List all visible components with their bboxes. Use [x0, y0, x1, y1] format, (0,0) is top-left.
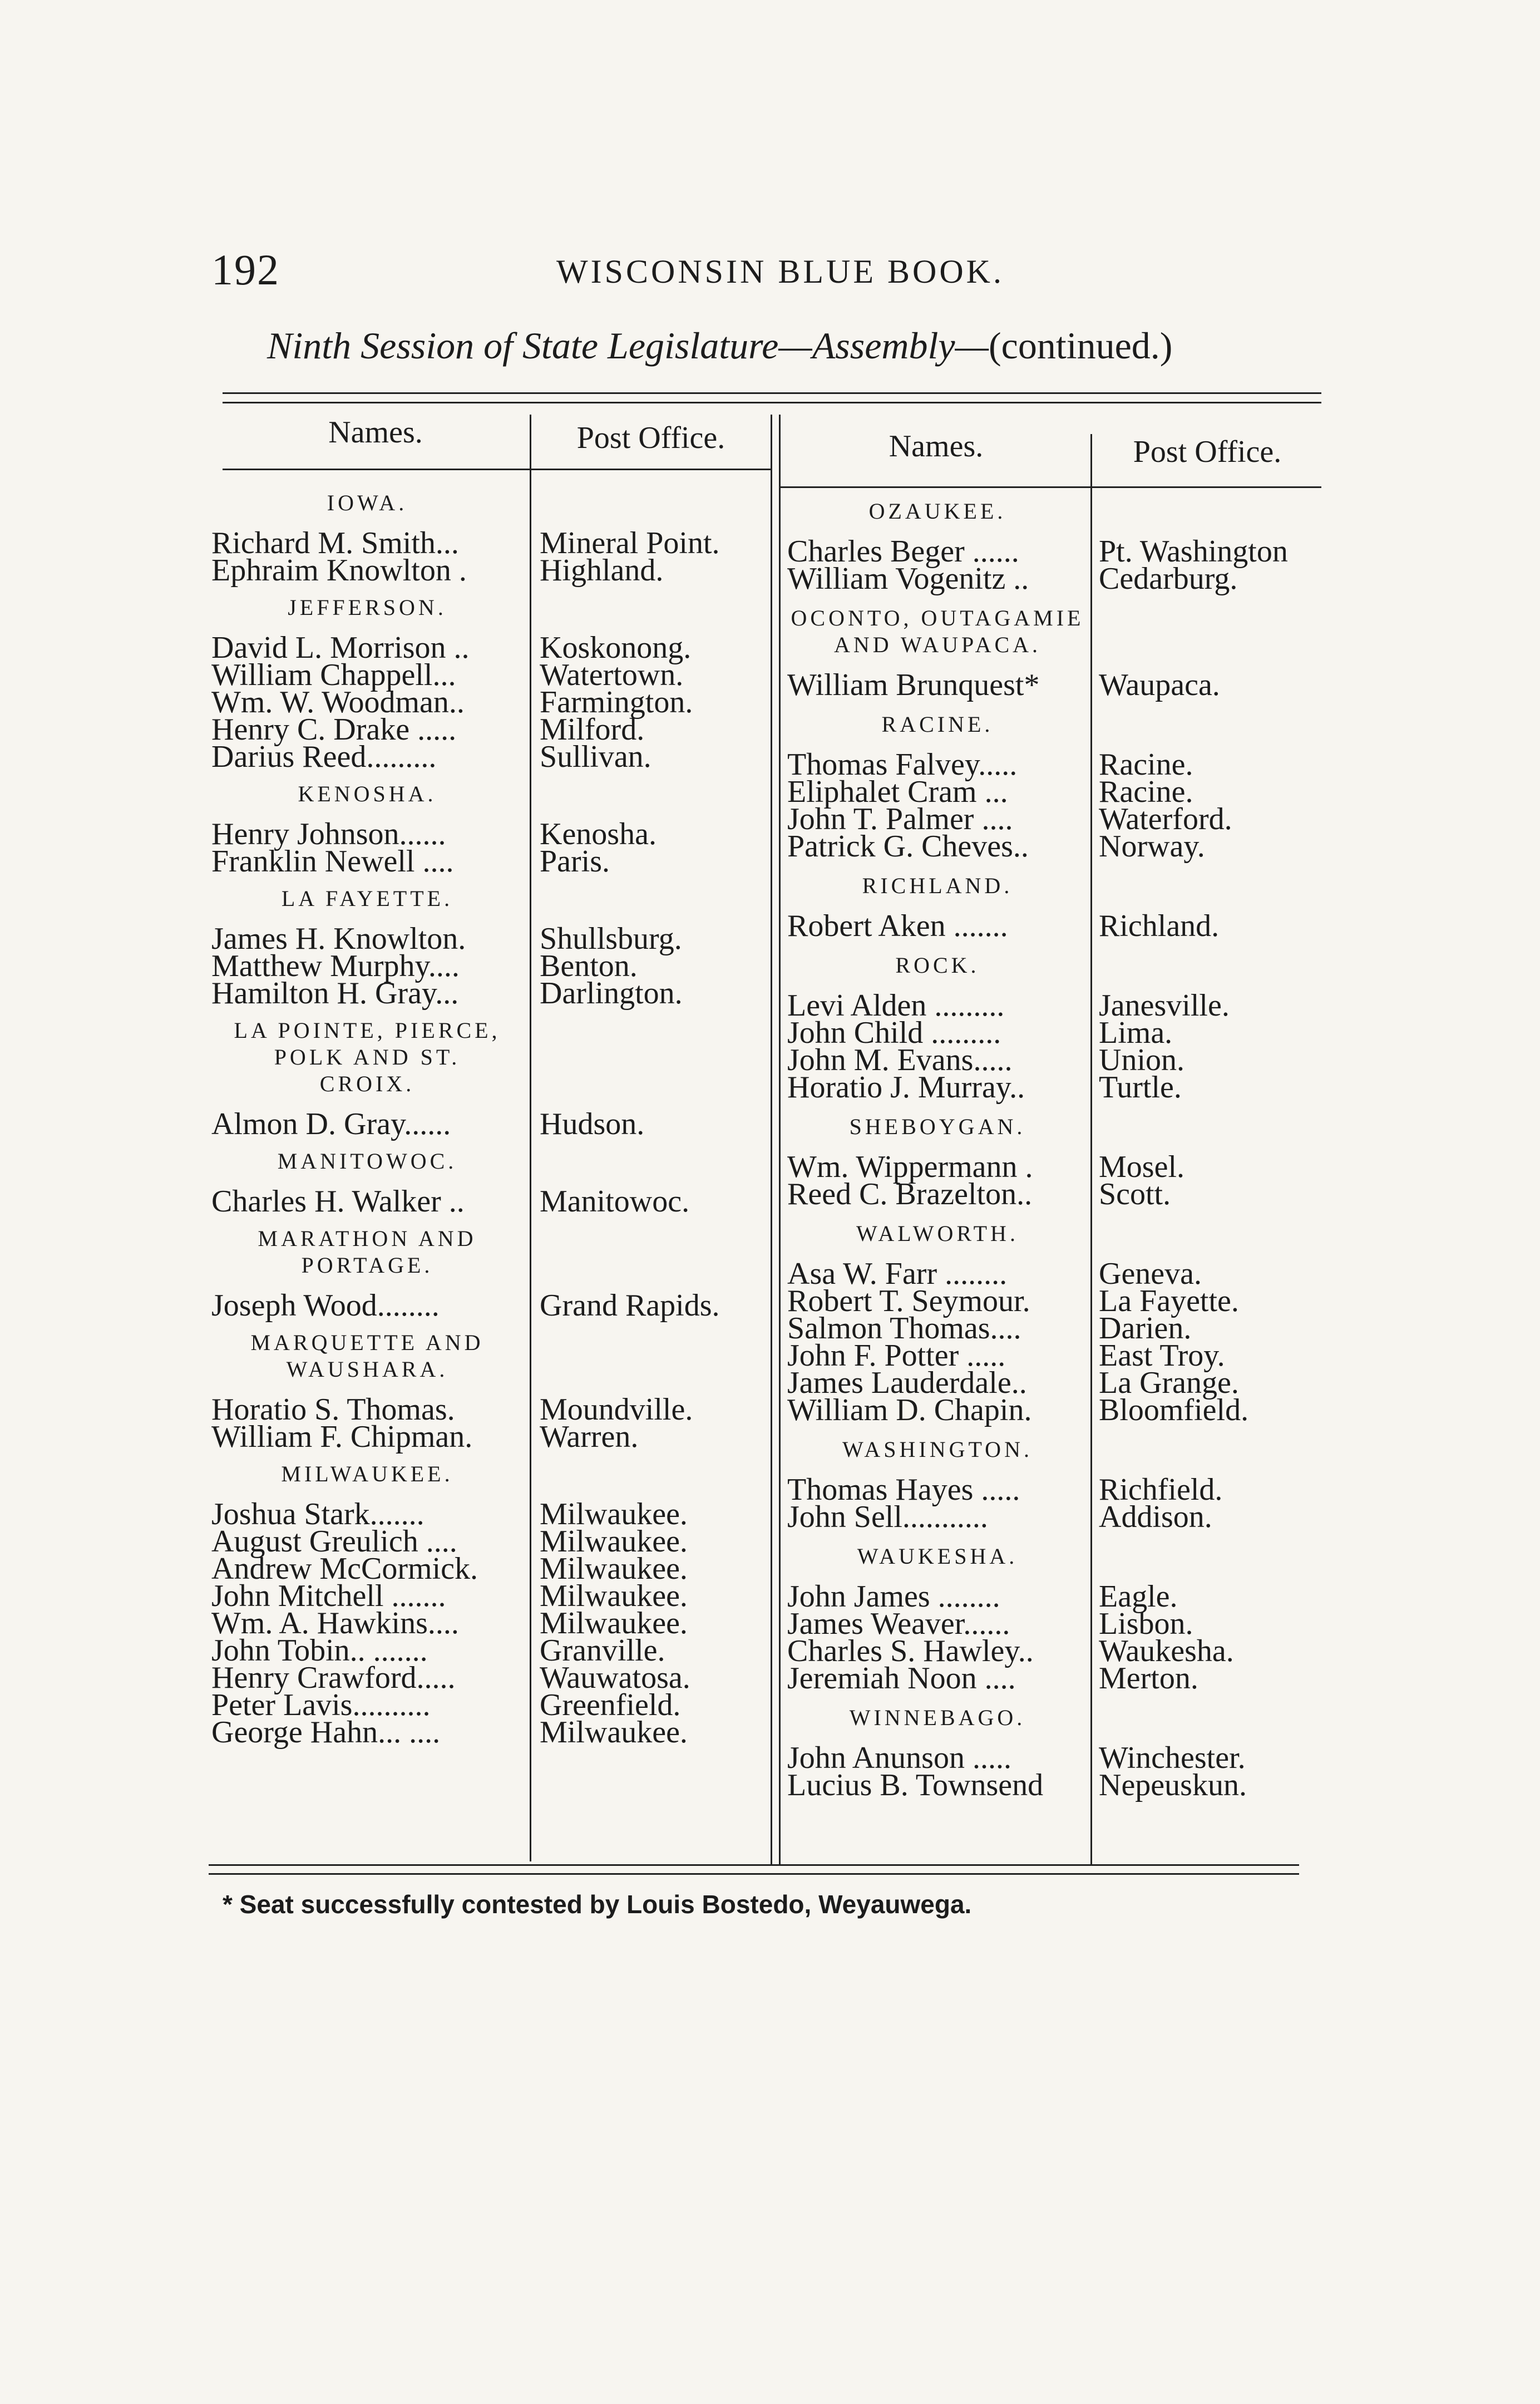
header-post-office-right: Post Office.	[1133, 435, 1282, 469]
member-name: John F. Potter .....	[787, 1338, 1006, 1373]
table-bottom-rule-2	[209, 1873, 1299, 1875]
county-heading: OCONTO, OUTAGAMIE	[791, 605, 1084, 630]
member-post-office: Nepeuskun.	[1099, 1768, 1247, 1802]
member-post-office: Eagle.	[1099, 1579, 1178, 1614]
member-name: Peter Lavis..........	[211, 1688, 431, 1722]
member-name: Asa W. Farr ........	[787, 1257, 1008, 1291]
member-name: James Weaver......	[787, 1607, 1010, 1641]
member-post-office: Wauwatosa.	[540, 1661, 690, 1695]
member-post-office: Union.	[1099, 1043, 1184, 1077]
member-post-office: Milford.	[540, 712, 645, 747]
member-name: John Mitchell .......	[211, 1579, 446, 1613]
county-heading: LA POINTE, PIERCE,	[234, 1018, 501, 1043]
member-name: Wm. A. Hawkins....	[211, 1606, 459, 1641]
member-post-office: Greenfield.	[540, 1688, 681, 1722]
member-post-office: Janesville.	[1099, 988, 1230, 1023]
member-post-office: Mosel.	[1099, 1150, 1184, 1184]
member-post-office: Benton.	[540, 949, 638, 983]
col-divider-3	[1090, 434, 1092, 1864]
member-name: Henry C. Drake .....	[211, 712, 457, 747]
page-header	[211, 245, 1280, 294]
member-post-office: Hudson.	[540, 1107, 645, 1141]
member-post-office: Moundville.	[540, 1392, 693, 1427]
member-post-office: Highland.	[540, 553, 664, 588]
member-name: Horatio J. Murray..	[787, 1070, 1025, 1105]
county-heading: IOWA.	[327, 490, 408, 515]
member-name: William F. Chipman.	[211, 1420, 473, 1454]
member-post-office: Milwaukee.	[540, 1606, 688, 1641]
county-heading: WINNEBAGO.	[849, 1705, 1026, 1730]
left-header-rule	[223, 469, 771, 470]
county-heading: WALWORTH.	[856, 1221, 1019, 1246]
member-name: William Vogenitz ..	[787, 561, 1029, 596]
member-post-office: Merton.	[1099, 1661, 1198, 1696]
table-top-rule-2	[223, 402, 1321, 403]
member-post-office: La Grange.	[1099, 1366, 1239, 1400]
member-post-office: Richland.	[1099, 909, 1220, 943]
member-name: Charles S. Hawley..	[787, 1634, 1034, 1668]
member-post-office: Darien.	[1099, 1311, 1192, 1346]
member-name: Thomas Hayes .....	[787, 1472, 1020, 1507]
county-heading: RICHLAND.	[862, 873, 1013, 898]
member-post-office: Addison.	[1099, 1500, 1212, 1534]
member-name: William Brunquest*	[787, 668, 1040, 702]
county-heading: MILWAUKEE.	[281, 1461, 453, 1486]
member-name: Wm. Wippermann .	[787, 1150, 1033, 1184]
member-name: William Chappell...	[211, 658, 456, 692]
member-name: Eliphalet Cram ...	[787, 775, 1008, 809]
member-post-office: Koskonong.	[540, 630, 692, 665]
member-name: Wm. W. Woodman..	[211, 685, 465, 720]
county-heading: MARATHON AND	[258, 1226, 477, 1251]
county-heading: MANITOWOC.	[277, 1149, 457, 1174]
county-heading: JEFFERSON.	[288, 595, 447, 620]
member-post-office: Winchester.	[1099, 1741, 1246, 1775]
member-name: Charles Beger ......	[787, 534, 1019, 569]
member-post-office: Shullsburg.	[540, 922, 682, 956]
county-heading: ROCK.	[895, 953, 980, 978]
member-post-office: Pt. Washington	[1099, 534, 1288, 569]
member-post-office: Kenosha.	[540, 817, 657, 851]
page-number: 192	[211, 245, 280, 294]
member-post-office: Milwaukee.	[540, 1524, 688, 1559]
header-names-right: Names.	[889, 429, 984, 464]
member-post-office: Granville.	[540, 1633, 665, 1668]
member-name: Hamilton H. Gray...	[211, 976, 459, 1011]
county-heading: WASHINGTON.	[842, 1437, 1033, 1462]
member-name: Horatio S. Thomas.	[211, 1392, 455, 1427]
member-post-office: Bloomfield.	[1099, 1393, 1249, 1427]
member-post-office: Paris.	[540, 844, 610, 879]
county-heading: POLK AND ST.	[274, 1045, 461, 1070]
county-heading: OZAUKEE.	[868, 499, 1006, 524]
member-post-office: Milwaukee.	[540, 1579, 688, 1613]
member-name: Franklin Newell ....	[211, 844, 454, 879]
footnote: * Seat successfully contested by Louis Bostedo, Weyauwega.	[223, 1890, 972, 1919]
county-heading: LA FAYETTE.	[281, 886, 453, 911]
right-header-rule	[779, 486, 1321, 488]
member-name: John Child .........	[787, 1016, 1001, 1050]
county-heading: AND WAUPACA.	[833, 632, 1042, 657]
subtitle-italic: Ninth Session of State Legislature—Assembly—	[267, 324, 989, 367]
member-post-office: Lima.	[1099, 1016, 1173, 1050]
member-post-office: Waupaca.	[1099, 668, 1220, 702]
running-title: WISCONSIN BLUE BOOK.	[556, 253, 1004, 290]
member-post-office: Farmington.	[540, 685, 693, 720]
county-heading: WAUKESHA.	[857, 1544, 1018, 1569]
member-name: John Anunson .....	[787, 1741, 1011, 1775]
member-name: Joseph Wood........	[211, 1288, 440, 1323]
member-post-office: Grand Rapids.	[540, 1288, 720, 1323]
member-name: Ephraim Knowlton .	[211, 553, 467, 588]
page-subtitle	[267, 324, 1172, 368]
member-name: Jeremiah Noon ....	[787, 1661, 1016, 1696]
member-post-office: Watertown.	[540, 658, 684, 692]
member-name: Salmon Thomas....	[787, 1311, 1021, 1346]
subtitle-plain: (continued.)	[989, 324, 1173, 367]
member-post-office: Norway.	[1099, 829, 1205, 864]
member-name: Joshua Stark.......	[211, 1497, 425, 1531]
member-name: Matthew Murphy....	[211, 949, 460, 983]
county-heading: KENOSHA.	[298, 781, 437, 806]
member-name: Robert T. Seymour.	[787, 1284, 1030, 1318]
member-name: Charles H. Walker ..	[211, 1184, 465, 1219]
member-name: Levi Alden .........	[787, 988, 1005, 1023]
member-name: Henry Johnson......	[211, 817, 446, 851]
member-post-office: Manitowoc.	[540, 1184, 690, 1219]
member-name: John James ........	[787, 1579, 1000, 1614]
member-name: August Greulich ....	[211, 1524, 457, 1559]
member-name: David L. Morrison ..	[211, 630, 470, 665]
member-post-office: East Troy.	[1099, 1338, 1225, 1373]
member-name: William D. Chapin.	[787, 1393, 1032, 1427]
member-name: James H. Knowlton.	[211, 922, 466, 956]
member-name: Henry Crawford.....	[211, 1661, 456, 1695]
member-name: James Lauderdale..	[787, 1366, 1027, 1400]
header-names-left: Names.	[328, 415, 423, 450]
member-post-office: Waterford.	[1099, 802, 1232, 836]
member-name: John Sell...........	[787, 1500, 988, 1534]
member-name: Richard M. Smith...	[211, 526, 459, 560]
member-name: Robert Aken .......	[787, 909, 1008, 943]
table-top-rule	[223, 392, 1321, 394]
county-heading: SHEBOYGAN.	[849, 1114, 1026, 1139]
county-heading: CROIX.	[319, 1071, 415, 1096]
member-name: Reed C. Brazelton..	[787, 1177, 1033, 1211]
member-name: John M. Evans.....	[787, 1043, 1013, 1077]
member-name: Patrick G. Cheves..	[787, 829, 1029, 864]
member-post-office: Milwaukee.	[540, 1551, 688, 1586]
county-heading: PORTAGE.	[301, 1253, 433, 1278]
member-post-office: Racine.	[1099, 775, 1193, 809]
col-divider-1	[530, 415, 531, 1861]
member-name: Thomas Falvey.....	[787, 747, 1018, 782]
member-name: Darius Reed.........	[211, 740, 437, 774]
member-post-office: Warren.	[540, 1420, 639, 1454]
member-name: Almon D. Gray......	[211, 1107, 451, 1141]
member-post-office: Milwaukee.	[540, 1715, 688, 1750]
member-post-office: La Fayette.	[1099, 1284, 1239, 1318]
county-heading: RACINE.	[881, 712, 994, 737]
member-post-office: Richfield.	[1099, 1472, 1223, 1507]
member-post-office: Milwaukee.	[540, 1497, 688, 1531]
member-post-office: Turtle.	[1099, 1070, 1182, 1105]
county-heading: WAUSHARA.	[286, 1357, 448, 1382]
member-post-office: Waukesha.	[1099, 1634, 1234, 1668]
member-name: George Hahn... ....	[211, 1715, 441, 1750]
member-post-office: Cedarburg.	[1099, 561, 1238, 596]
member-post-office: Lisbon.	[1099, 1607, 1193, 1641]
header-post-office-left: Post Office.	[576, 421, 725, 455]
member-post-office: Sullivan.	[540, 740, 651, 774]
member-name: Lucius B. Townsend	[787, 1768, 1044, 1802]
county-heading: MARQUETTE AND	[250, 1330, 484, 1355]
member-post-office: Scott.	[1099, 1177, 1171, 1211]
table-bottom-rule	[209, 1864, 1299, 1866]
col-divider-2b	[779, 415, 781, 1864]
member-post-office: Darlington.	[540, 976, 683, 1011]
col-divider-2a	[771, 415, 772, 1864]
member-post-office: Mineral Point.	[540, 526, 720, 560]
member-post-office: Geneva.	[1099, 1257, 1202, 1291]
member-name: John Tobin.. .......	[211, 1633, 428, 1668]
member-name: Andrew McCormick.	[211, 1551, 478, 1586]
member-name: John T. Palmer ....	[787, 802, 1013, 836]
member-post-office: Racine.	[1099, 747, 1193, 782]
